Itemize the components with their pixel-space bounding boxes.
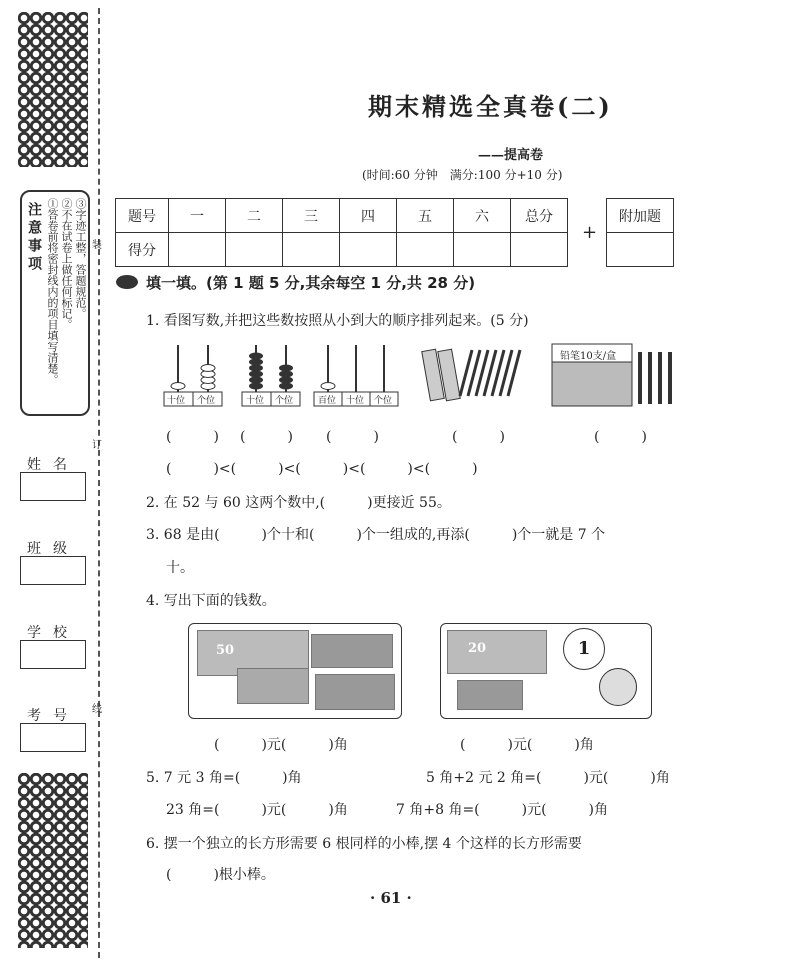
pic-label: 个位 (275, 396, 294, 406)
exam-number-label: 考号 (27, 708, 79, 724)
pic-label: 个位 (197, 396, 216, 406)
header-cell: 总分 (511, 199, 568, 233)
pic-label: 十位 (346, 396, 365, 406)
question-5d: 7 角+8 角=( )元( )角 (396, 802, 609, 818)
pic-label: 十位 (167, 396, 186, 406)
q1-order-line[interactable]: ( )<( )<( )<( )<( ) (166, 461, 478, 477)
name-label: 姓名 (27, 457, 79, 473)
coin-1-value: 1 (577, 638, 591, 659)
question-3: 3. 68 是由( )个十和( )个一组成的,再添( )个一就是 7 个 (146, 527, 606, 543)
score-table (115, 198, 568, 267)
notes-line-1: ①答卷前将密封线内的项目填写清楚。 (46, 198, 59, 385)
page-subtitle: ——提高卷 (478, 148, 544, 163)
score-cell[interactable] (454, 233, 511, 267)
bill-20-value: 20 (468, 641, 487, 656)
header-cell: 三 (283, 199, 340, 233)
decorative-pattern-bottom (18, 773, 88, 948)
time-info: (时间:60 分钟 满分:100 分+10 分) (362, 168, 563, 182)
notes-line-3: ③字迹工整，答题规范。 (74, 198, 87, 319)
bill-20-icon (447, 630, 547, 674)
header-cell: 六 (454, 199, 511, 233)
bill-small-icon (311, 634, 393, 668)
score-cell[interactable] (283, 233, 340, 267)
class-field[interactable] (20, 556, 86, 585)
q4-answer-left[interactable]: ( )元( )角 (214, 737, 348, 753)
section-badge (116, 275, 138, 289)
question-2: 2. 在 52 与 60 这两个数中,( )更接近 55。 (146, 495, 451, 511)
pic-label: 百位 (318, 396, 337, 406)
score-cell[interactable] (169, 233, 226, 267)
bonus-header: 附加题 (607, 199, 674, 233)
bonus-table (606, 198, 674, 267)
section-title: 填一填。(第 1 题 5 分,其余每空 1 分,共 28 分) (146, 274, 476, 292)
bill-small-icon (315, 674, 395, 710)
money-picture-right (440, 623, 652, 719)
score-cell[interactable] (397, 233, 454, 267)
row-label: 得分 (116, 233, 169, 267)
school-label: 学校 (27, 625, 79, 641)
notes-box (20, 190, 90, 416)
q4-answer-right[interactable]: ( )元( )角 (460, 737, 594, 753)
decorative-pattern-top (18, 12, 88, 167)
bill-50-value: 50 (216, 643, 235, 658)
seal-char-1: 装 (92, 240, 102, 251)
question-5a: 5. 7 元 3 角=( )角 (146, 770, 302, 786)
question-1: 1. 看图写数,并把这些数按照从小到大的顺序排列起来。(5 分) (146, 313, 529, 329)
q1-blank[interactable]: ( ) (166, 429, 219, 445)
seal-char-2: 订 (92, 440, 102, 451)
class-label: 班级 (27, 541, 79, 557)
header-cell: 五 (397, 199, 454, 233)
exam-number-field[interactable] (20, 723, 86, 752)
question-6-cont: ( )根小棒。 (166, 867, 275, 883)
notes-line-2: ②不在试卷上做任何标记。 (60, 198, 73, 330)
header-cell: 一 (169, 199, 226, 233)
seal-char-3: 线 (92, 704, 102, 715)
page-title: 期末精选全真卷(二) (368, 92, 613, 121)
coin-5-jiao-icon (599, 668, 637, 706)
score-cell[interactable] (340, 233, 397, 267)
money-picture-left (188, 623, 402, 719)
bonus-score-cell[interactable] (607, 233, 674, 267)
score-table-header (116, 199, 568, 233)
pencil-box-label: 铅笔10支/盒 (560, 351, 617, 362)
q1-blank[interactable]: ( ) (594, 429, 647, 445)
question-4: 4. 写出下面的钱数。 (146, 593, 276, 609)
q1-blank[interactable]: ( ) (452, 429, 505, 445)
bill-small-icon (457, 680, 523, 710)
plus-sign: + (582, 222, 598, 243)
score-cell[interactable] (511, 233, 568, 267)
coin-1-yuan-icon (563, 628, 605, 670)
seal-dashed-line (98, 8, 100, 958)
bill-small-icon (237, 668, 309, 704)
name-field[interactable] (20, 472, 86, 501)
header-cell: 题号 (116, 199, 169, 233)
score-cell[interactable] (226, 233, 283, 267)
school-field[interactable] (20, 640, 86, 669)
stick-bundles-icon (422, 349, 520, 401)
question-5c: 23 角=( )元( )角 (166, 802, 348, 818)
pic-label: 十位 (246, 396, 265, 406)
pic-label: 个位 (374, 396, 393, 406)
header-cell: 二 (226, 199, 283, 233)
question-5b: 5 角+2 元 2 角=( )元( )角 (426, 770, 670, 786)
q1-blank[interactable]: ( ) (240, 429, 293, 445)
question-6: 6. 摆一个独立的长方形需要 6 根同样的小棒,摆 4 个这样的长方形需要 (146, 836, 582, 852)
score-table-row (116, 233, 568, 267)
question-3-cont: 十。 (166, 560, 194, 576)
notes-title: 注意事项 (26, 202, 42, 274)
q1-blank[interactable]: ( ) (326, 429, 379, 445)
header-cell: 四 (340, 199, 397, 233)
page-number: · 61 · (370, 889, 412, 907)
